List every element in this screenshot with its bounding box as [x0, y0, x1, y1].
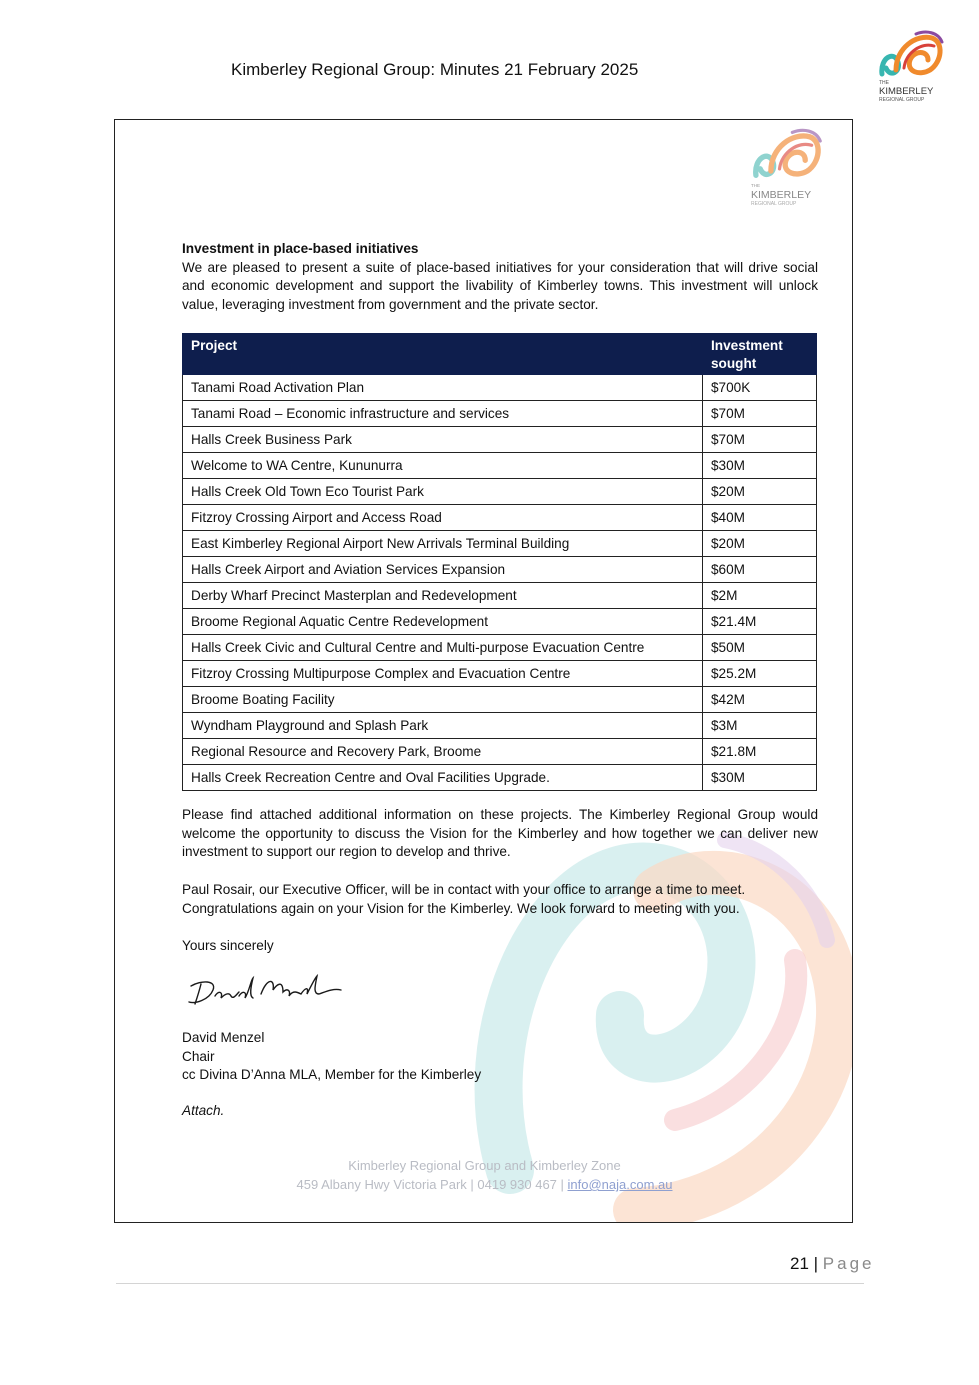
letter-footer-line-2 — [115, 1177, 853, 1192]
logo-text-small: THE — [879, 80, 889, 86]
letter-logo-swirl-icon — [747, 126, 827, 186]
logo-swirl-icon — [876, 28, 946, 84]
table-row — [183, 583, 817, 609]
project-cell: Halls Creek Old Town Eco Tourist Park — [183, 479, 703, 505]
project-cell: Tanami Road Activation Plan — [183, 375, 703, 401]
investment-table — [182, 333, 817, 791]
amount-cell: $30M — [703, 765, 817, 791]
logo-text-sub: REGIONAL GROUP — [879, 97, 925, 103]
letter-logo-text-main: KIMBERLEY — [751, 189, 812, 201]
column-header-investment — [703, 334, 817, 375]
project-cell: Fitzroy Crossing Multipurpose Complex and Evacuation Centre — [183, 661, 703, 687]
table-row — [183, 531, 817, 557]
letter-logo-text-sub: REGIONAL GROUP — [751, 201, 797, 207]
table-row — [183, 453, 817, 479]
letter-footer-line-1: Kimberley Regional Group and Kimberley Zone — [348, 1158, 621, 1173]
project-cell: Halls Creek Business Park — [183, 427, 703, 453]
table-row — [183, 635, 817, 661]
column-header-investment-line1: Investment — [711, 338, 783, 353]
amount-cell: $21.8M — [703, 739, 817, 765]
intro-paragraph: We are pleased to present a suite of place-based initiatives for your consideration that will drive social and economic development and support the livability of Kimberley towns. This investment will unlock value, leveraging investment from government and the private sector. — [182, 259, 818, 312]
letter-logo-text-small: THE — [751, 183, 760, 188]
column-header-investment-line2: sought — [711, 356, 757, 371]
signatory-name: David Menzel — [182, 1030, 265, 1045]
amount-cell: $700K — [703, 375, 817, 401]
table-row — [183, 687, 817, 713]
column-header-project — [183, 334, 703, 375]
signatory-block — [182, 1029, 818, 1085]
signature-image — [187, 972, 347, 1012]
project-cell: Halls Creek Civic and Cultural Centre and Multi-purpose Evacuation Centre — [183, 635, 703, 661]
amount-cell: $40M — [703, 505, 817, 531]
contact-line-2: Congratulations again on your Vision for the Kimberley. We look forward to meeting with you. — [182, 900, 740, 916]
contact-paragraph — [182, 881, 818, 918]
logo-text-main: KIMBERLEY — [879, 86, 934, 97]
table-row — [183, 427, 817, 453]
page-number — [790, 1254, 875, 1274]
project-cell: East Kimberley Regional Airport New Arrivals Terminal Building — [183, 531, 703, 557]
cc-line: cc Divina D’Anna MLA, Member for the Kimberley — [182, 1067, 482, 1082]
project-cell: Fitzroy Crossing Airport and Access Road — [183, 505, 703, 531]
amount-cell: $2M — [703, 583, 817, 609]
amount-cell: $20M — [703, 531, 817, 557]
letter-logo — [747, 126, 827, 212]
page-number-value: 21 — [790, 1254, 809, 1273]
amount-cell: $25.2M — [703, 661, 817, 687]
amount-cell: $50M — [703, 635, 817, 661]
amount-cell: $70M — [703, 401, 817, 427]
letter-image-frame — [114, 119, 853, 1223]
project-cell: Welcome to WA Centre, Kununurra — [183, 453, 703, 479]
footer-divider — [116, 1283, 864, 1284]
closing-line: Yours sincerely — [182, 938, 274, 953]
project-cell: Derby Wharf Precinct Masterplan and Redevelopment — [183, 583, 703, 609]
project-cell: Wyndham Playground and Splash Park — [183, 713, 703, 739]
letter-footer-address: 459 Albany Hwy Victoria Park | 0419 930 467 | — [296, 1177, 568, 1192]
document-header-title: Kimberley Regional Group: Minutes 21 February 2025 — [231, 60, 639, 79]
table-row — [183, 479, 817, 505]
column-header-project-label: Project — [191, 338, 238, 353]
section-title: Investment in place-based initiatives — [182, 241, 419, 256]
table-row — [183, 557, 817, 583]
attach-line: Attach. — [182, 1103, 225, 1118]
table-row — [183, 739, 817, 765]
amount-cell: $30M — [703, 453, 817, 479]
amount-cell: $60M — [703, 557, 817, 583]
amount-cell: $42M — [703, 687, 817, 713]
project-cell: Tanami Road – Economic infrastructure and services — [183, 401, 703, 427]
table-row — [183, 375, 817, 401]
table-row — [183, 505, 817, 531]
amount-cell: $3M — [703, 713, 817, 739]
table-row — [183, 401, 817, 427]
table-header-row — [183, 334, 817, 375]
project-cell: Halls Creek Airport and Aviation Services Expansion — [183, 557, 703, 583]
attached-info-paragraph: Please find attached additional information on these projects. The Kimberley Regional Group would welcome the opportunity to discuss the Vision for the Kimberley and how together we can deliver new investment to support our region to develop and thrive. — [182, 807, 818, 859]
table-row — [183, 713, 817, 739]
page-number-separator: | — [808, 1254, 823, 1273]
contact-line-1: Paul Rosair, our Executive Officer, will be in contact with your office to arrange a time to meet. — [182, 882, 746, 897]
project-cell: Broome Boating Facility — [183, 687, 703, 713]
page-number-label: Page — [822, 1254, 875, 1273]
table-row — [183, 765, 817, 791]
table-row — [183, 661, 817, 687]
project-cell: Broome Regional Aquatic Centre Redevelopment — [183, 609, 703, 635]
amount-cell: $20M — [703, 479, 817, 505]
signatory-role: Chair — [182, 1048, 215, 1064]
intro-section — [182, 240, 818, 314]
amount-cell: $70M — [703, 427, 817, 453]
footer-email-link[interactable]: info@naja.com.au — [567, 1177, 673, 1192]
table-row — [183, 609, 817, 635]
kimberley-regional-group-logo — [876, 28, 946, 108]
project-cell: Halls Creek Recreation Centre and Oval Facilities Upgrade. — [183, 765, 703, 791]
project-cell: Regional Resource and Recovery Park, Broome — [183, 739, 703, 765]
amount-cell: $21.4M — [703, 609, 817, 635]
